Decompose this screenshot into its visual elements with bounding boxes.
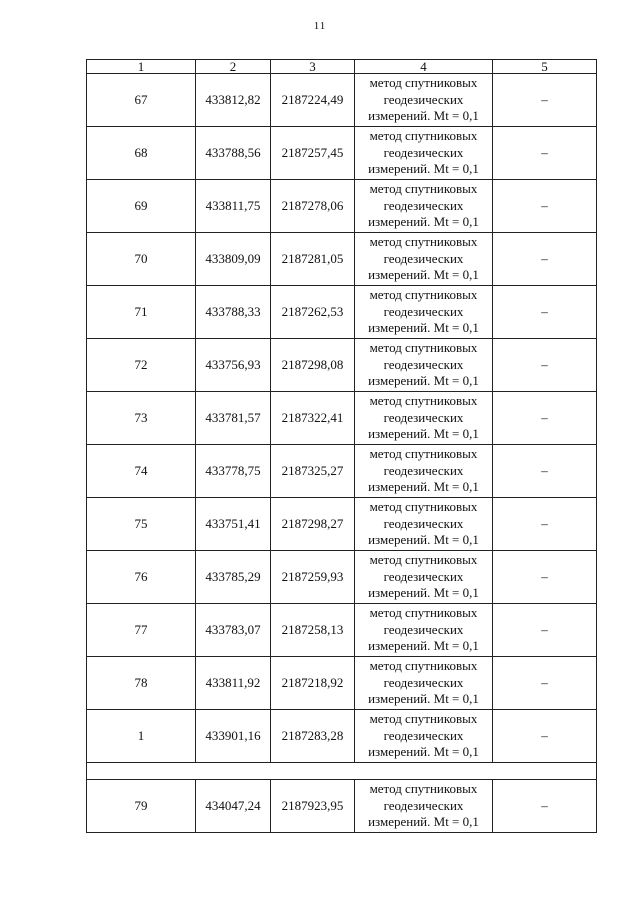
- method-text-line: геодезических: [383, 515, 464, 531]
- method-text-line: метод спутниковых: [369, 287, 478, 303]
- method-cell: [355, 710, 493, 763]
- x-coordinate-cell: 433785,29: [196, 551, 271, 604]
- table-row: [87, 233, 597, 286]
- column-header-3: 3: [271, 60, 355, 74]
- x-coordinate-cell: 433811,75: [196, 180, 271, 233]
- method-text-line: метод спутниковых: [369, 128, 478, 144]
- method-cell: [355, 604, 493, 657]
- method-text-line: геодезических: [383, 250, 464, 266]
- table-row: [87, 74, 597, 127]
- point-cell: 72: [87, 339, 196, 392]
- method-text-line: геодезических: [383, 797, 464, 813]
- point-cell: 73: [87, 392, 196, 445]
- method-text-line: метод спутниковых: [369, 658, 478, 674]
- method-text-line: измерений. Mt = 0,1: [368, 108, 479, 124]
- method-text-line: метод спутниковых: [369, 181, 478, 197]
- method-text-line: метод спутниковых: [369, 552, 478, 568]
- method-text-line: измерений. Mt = 0,1: [368, 814, 479, 830]
- method-cell: [355, 551, 493, 604]
- table-row: [87, 604, 597, 657]
- y-coordinate-cell: 2187281,05: [271, 233, 355, 286]
- point-cell: 71: [87, 286, 196, 339]
- y-coordinate-cell: 2187218,92: [271, 657, 355, 710]
- y-coordinate-cell: 2187923,95: [271, 780, 355, 833]
- x-coordinate-cell: 433756,93: [196, 339, 271, 392]
- x-coordinate-cell: 433809,09: [196, 233, 271, 286]
- method-text-line: геодезических: [383, 356, 464, 372]
- table-row: [87, 710, 597, 763]
- description-cell: –: [493, 127, 597, 180]
- method-text-line: геодезических: [383, 568, 464, 584]
- method-text-line: метод спутниковых: [369, 234, 478, 250]
- y-coordinate-cell: 2187298,08: [271, 339, 355, 392]
- method-cell: [355, 127, 493, 180]
- y-coordinate-cell: 2187298,27: [271, 498, 355, 551]
- point-cell: 67: [87, 74, 196, 127]
- separator-cell: [87, 763, 597, 780]
- method-text-line: измерений. Mt = 0,1: [368, 691, 479, 707]
- method-text-line: геодезических: [383, 144, 464, 160]
- description-cell: –: [493, 604, 597, 657]
- method-cell: [355, 392, 493, 445]
- coordinates-table: [86, 59, 597, 833]
- y-coordinate-cell: 2187283,28: [271, 710, 355, 763]
- method-text-line: измерений. Mt = 0,1: [368, 532, 479, 548]
- table-row: [87, 780, 597, 833]
- x-coordinate-cell: 433901,16: [196, 710, 271, 763]
- x-coordinate-cell: 433811,92: [196, 657, 271, 710]
- method-cell: [355, 339, 493, 392]
- table-row: [87, 286, 597, 339]
- x-coordinate-cell: 433751,41: [196, 498, 271, 551]
- point-cell: 75: [87, 498, 196, 551]
- x-coordinate-cell: 433812,82: [196, 74, 271, 127]
- method-text-line: геодезических: [383, 91, 464, 107]
- method-cell: [355, 180, 493, 233]
- method-text-line: метод спутниковых: [369, 446, 478, 462]
- table-row: [87, 498, 597, 551]
- point-cell: 68: [87, 127, 196, 180]
- table-row: [87, 445, 597, 498]
- description-cell: –: [493, 780, 597, 833]
- method-text-line: геодезических: [383, 674, 464, 690]
- x-coordinate-cell: 433788,33: [196, 286, 271, 339]
- description-cell: –: [493, 710, 597, 763]
- y-coordinate-cell: 2187224,49: [271, 74, 355, 127]
- description-cell: –: [493, 657, 597, 710]
- point-cell: 77: [87, 604, 196, 657]
- table-header-row: [87, 60, 597, 74]
- description-cell: –: [493, 551, 597, 604]
- point-cell: 70: [87, 233, 196, 286]
- column-header-4: 4: [355, 60, 493, 74]
- table-row: [87, 127, 597, 180]
- method-text-line: метод спутниковых: [369, 711, 478, 727]
- x-coordinate-cell: 433788,56: [196, 127, 271, 180]
- method-cell: [355, 780, 493, 833]
- x-coordinate-cell: 433778,75: [196, 445, 271, 498]
- table-row: [87, 657, 597, 710]
- y-coordinate-cell: 2187259,93: [271, 551, 355, 604]
- y-coordinate-cell: 2187322,41: [271, 392, 355, 445]
- method-text-line: измерений. Mt = 0,1: [368, 585, 479, 601]
- method-text-line: измерений. Mt = 0,1: [368, 214, 479, 230]
- x-coordinate-cell: 434047,24: [196, 780, 271, 833]
- description-cell: –: [493, 392, 597, 445]
- method-text-line: геодезических: [383, 727, 464, 743]
- method-text-line: измерений. Mt = 0,1: [368, 161, 479, 177]
- x-coordinate-cell: 433783,07: [196, 604, 271, 657]
- description-cell: –: [493, 339, 597, 392]
- method-text-line: метод спутниковых: [369, 605, 478, 621]
- method-text-line: геодезических: [383, 462, 464, 478]
- table-row: [87, 392, 597, 445]
- method-text-line: метод спутниковых: [369, 781, 478, 797]
- separator-row: [87, 763, 597, 780]
- table-row: [87, 551, 597, 604]
- column-header-1: 1: [87, 60, 196, 74]
- method-text-line: измерений. Mt = 0,1: [368, 744, 479, 760]
- method-cell: [355, 286, 493, 339]
- method-text-line: измерений. Mt = 0,1: [368, 638, 479, 654]
- method-text-line: метод спутниковых: [369, 75, 478, 91]
- point-cell: 78: [87, 657, 196, 710]
- y-coordinate-cell: 2187257,45: [271, 127, 355, 180]
- description-cell: –: [493, 74, 597, 127]
- point-cell: 69: [87, 180, 196, 233]
- y-coordinate-cell: 2187258,13: [271, 604, 355, 657]
- method-text-line: метод спутниковых: [369, 499, 478, 515]
- method-cell: [355, 498, 493, 551]
- point-cell: 76: [87, 551, 196, 604]
- method-text-line: измерений. Mt = 0,1: [368, 267, 479, 283]
- method-text-line: геодезических: [383, 303, 464, 319]
- method-text-line: измерений. Mt = 0,1: [368, 426, 479, 442]
- method-text-line: метод спутниковых: [369, 393, 478, 409]
- description-cell: –: [493, 498, 597, 551]
- description-cell: –: [493, 233, 597, 286]
- method-text-line: измерений. Mt = 0,1: [368, 320, 479, 336]
- method-text-line: геодезических: [383, 621, 464, 637]
- method-cell: [355, 445, 493, 498]
- y-coordinate-cell: 2187262,53: [271, 286, 355, 339]
- method-text-line: геодезических: [383, 197, 464, 213]
- description-cell: –: [493, 286, 597, 339]
- method-text-line: геодезических: [383, 409, 464, 425]
- column-header-5: 5: [493, 60, 597, 74]
- description-cell: –: [493, 445, 597, 498]
- method-cell: [355, 233, 493, 286]
- method-text-line: метод спутниковых: [369, 340, 478, 356]
- table-body: [87, 74, 597, 833]
- column-header-2: 2: [196, 60, 271, 74]
- table-row: [87, 180, 597, 233]
- y-coordinate-cell: 2187278,06: [271, 180, 355, 233]
- page-number: 11: [313, 20, 327, 32]
- method-text-line: измерений. Mt = 0,1: [368, 479, 479, 495]
- y-coordinate-cell: 2187325,27: [271, 445, 355, 498]
- method-cell: [355, 657, 493, 710]
- x-coordinate-cell: 433781,57: [196, 392, 271, 445]
- point-cell: 1: [87, 710, 196, 763]
- method-text-line: измерений. Mt = 0,1: [368, 373, 479, 389]
- point-cell: 74: [87, 445, 196, 498]
- method-cell: [355, 74, 493, 127]
- point-cell: 79: [87, 780, 196, 833]
- table-row: [87, 339, 597, 392]
- description-cell: –: [493, 180, 597, 233]
